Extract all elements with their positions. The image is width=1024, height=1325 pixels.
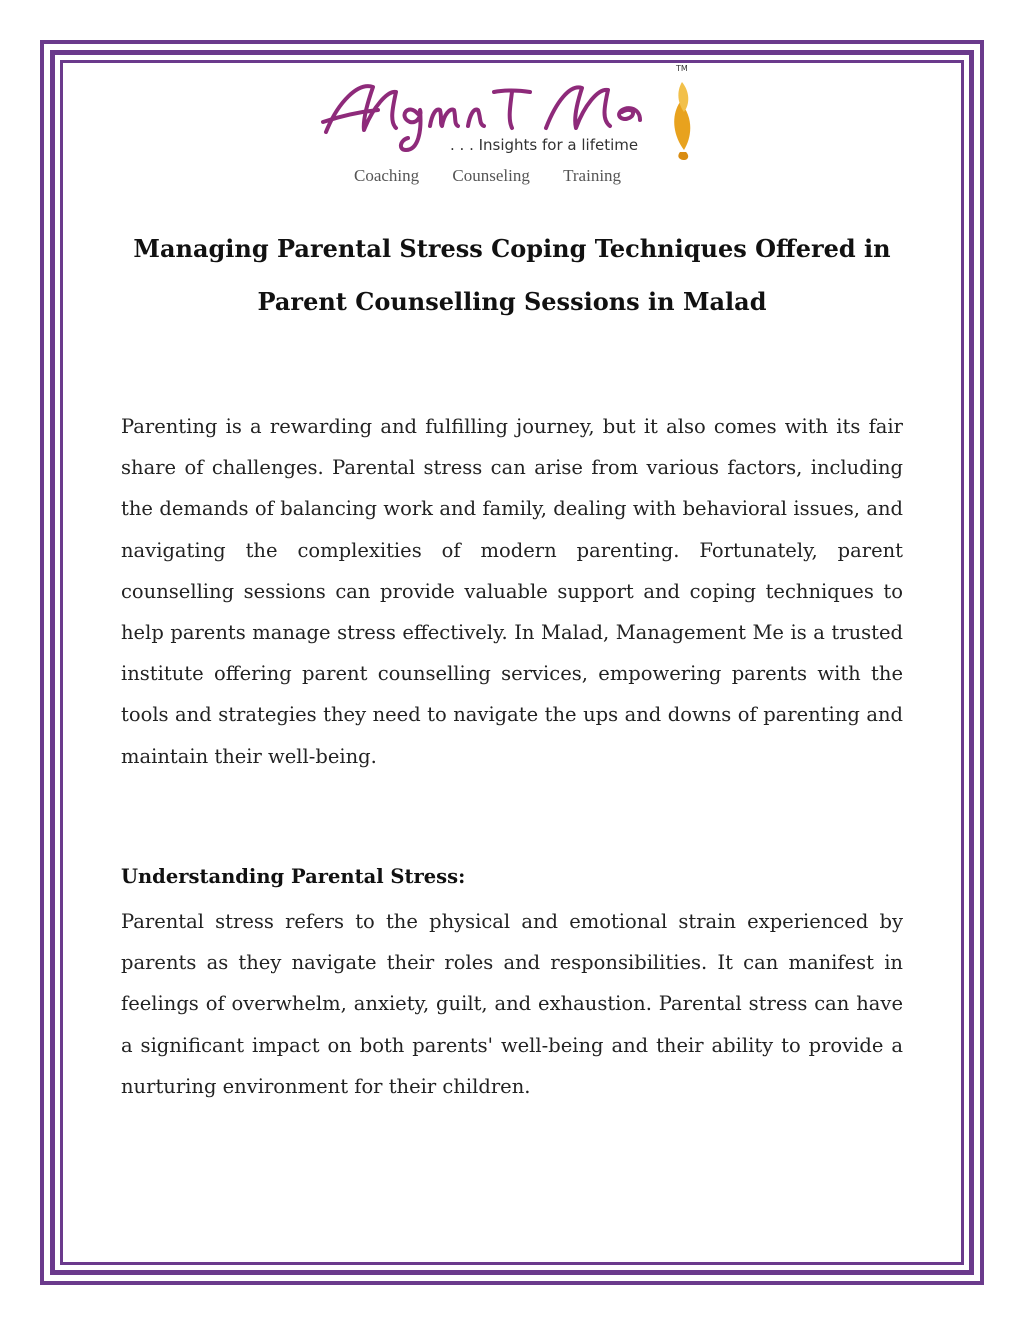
flame-icon: [674, 82, 690, 160]
service-counseling: Counseling: [452, 166, 530, 185]
logo-tagline: . . . Insights for a lifetime: [450, 136, 639, 154]
trademark-symbol: TM: [676, 64, 688, 73]
section-paragraph: Parental stress refers to the physical and emotional strain experienced by parents as they navigate their roles and responsibilities. It can manifest in feelings of overwhelm, anxiety, guilt, and exhaustion. Parental stress can have a significant impact on both parents' well-being and their ability to provide a nurturing environment for their children.: [121, 910, 903, 1098]
service-training: Training: [563, 166, 622, 185]
section-heading: Understanding Parental Stress:: [121, 865, 466, 888]
brand-logo: [318, 62, 708, 192]
document-title: Managing Parental Stress Coping Techniques Offered in Parent Counselling Sessions in Malad: [133, 234, 891, 316]
intro-paragraph: Parenting is a rewarding and fulfilling journey, but it also comes with its fair share of challenges. Parental stress can arise from various factors, including the demands of balancing work and family, dealing with behavioral issues, and navigating the complexities of modern parenting. Fortunately, parent counselling sessions can provide valuable support and coping techniques to help parents manage stress effectively. In Malad, Management Me is a trusted institute offering parent counselling services, empowering parents with the tools and strategies they need to navigate the ups and downs of parenting and maintain their well-being.: [121, 415, 903, 768]
service-coaching: Coaching: [354, 166, 420, 185]
logo-services: [354, 166, 650, 186]
